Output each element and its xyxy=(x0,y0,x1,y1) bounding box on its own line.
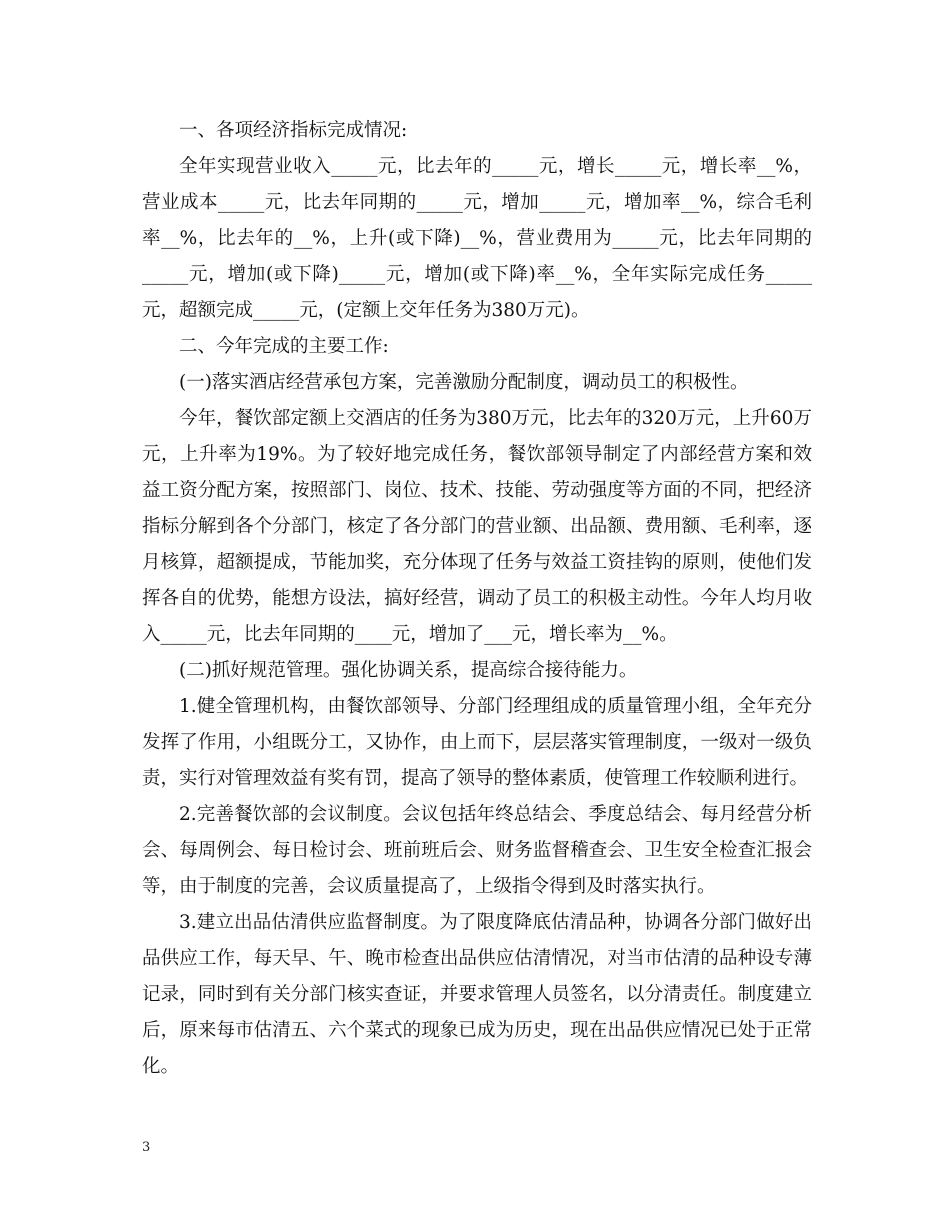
paragraph-item-1: 1.健全管理机构，由餐饮部领导、分部门经理组成的质量管理小组，全年充分发挥了作用，小组既分工，又协作，由上而下，层层落实管理制度，一级对一级负责，实行对管理效益有奖有罚，提高了领导的整体素质，使管理工作较顺利进行。 xyxy=(142,696,812,789)
paragraph-item-2: 2.完善餐饮部的会议制度。会议包括年终总结会、季度总结会、每月经营分析会、每周例会、每日检讨会、班前班后会、财务监督稽查会、卫生安全检查汇报会等，由于制度的完善，会议质量提高了，上级指令得到及时落实执行。 xyxy=(142,804,812,897)
section-heading-main-work: 二、今年完成的主要工作: xyxy=(179,336,389,357)
paragraph-indicators: 全年实现营业收入_____元，比去年的_____元，增长_____元，增长率__%，营业成本_____元，比去年同期的_____元，增加_____元，增加率__%，综合毛利率__%，比去年的__%，上升(或下降)__%，营业费用为_____元，比去年同期的_____元，增加(或下降)_____元，增加(或下降)率__%，全年实际完成任务_____元，超额完成_____元，(定额上交年任务为380万元)。 xyxy=(142,156,812,321)
document-body xyxy=(142,113,812,1085)
paragraph-item-3: 3.建立出品估清供应监督制度。为了限度降底估清品种，协调各分部门做好出品供应工作，每天早、午、晚市检查出品供应估清情况，对当市估清的品种设专薄记录，同时到有关分部门核实查证，并要求管理人员签名，以分清责任。制度建立后，原来每市估清五、六个菜式的现象已成为历史，现在出品供应情况已处于正常化。 xyxy=(142,912,812,1077)
page-number: 3 xyxy=(142,1140,151,1155)
section-heading-economic-indicators: 一、各项经济指标完成情况: xyxy=(179,120,408,141)
subheading-standard-management: (二)抓好规范管理。强化协调关系，提高综合接待能力。 xyxy=(179,660,638,681)
paragraph-contract-plan: 今年，餐饮部定额上交酒店的任务为380万元，比去年的320万元，上升60万元，上升率为19%。为了较好地完成任务，餐饮部领导制定了内部经营方案和效益工资分配方案，按照部门、岗位、技术、技能、劳动强度等方面的不同，把经济指标分解到各个分部门，核定了各分部门的营业额、出品额、费用额、毛利率，逐月核算，超额提成，节能加奖，充分体现了任务与效益工资挂钩的原则，使他们发挥各自的优势，能想方设法，搞好经营，调动了员工的积极主动性。今年人均月收入_____元，比去年同期的____元，增加了___元，增长率为__%。 xyxy=(142,408,812,645)
subheading-contract-plan: (一)落实酒店经营承包方案，完善激励分配制度，调动员工的积极性。 xyxy=(179,372,749,393)
